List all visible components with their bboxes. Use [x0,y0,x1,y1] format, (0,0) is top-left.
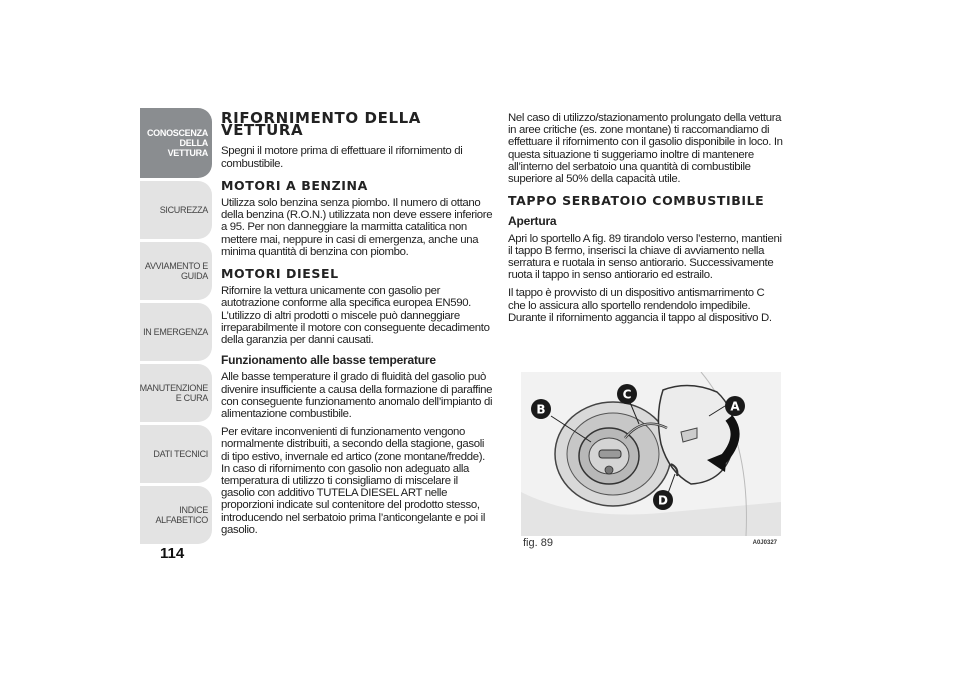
page-title: RIFORNIMENTO DELLA VETTURA [221,109,421,140]
svg-text:B: B [536,402,546,417]
label-a [725,396,745,416]
fuel-cap-figure [521,372,781,536]
subheading-apertura: Apertura [508,214,557,229]
tab-label: DATI TECNICI [153,449,208,459]
tab-label: CONOSCENZA DELLA VETTURA [146,128,208,158]
label-d [653,490,673,510]
subheading-low-temperature: Funzionamento alle basse temperature [221,353,436,368]
figure-code: A0J0327 [752,540,777,546]
intro-paragraph: Spegni il motore prima di effettuare il rifornimento di combustibile. [221,145,463,170]
page-number: 114 [160,545,185,562]
diesel-paragraph: Rifornire la vettura unicamente con gasolio per autotrazione conforme alla specifica europea EN590. L’utilizzo di altri prodotti o miscele può danneggiare irreparabilmente il motore con conseguente decadimento della garanzia per danni causati. [221,285,490,347]
right-column [508,112,783,330]
apertura-paragraph-2: Il tappo è provvisto di un dispositivo antismarrimento C che lo assicura allo sportello rendendolo impedibile. Durante il rifornimento aggancia il tappo al dispositivo D. [508,287,772,324]
tab-indice-alfabetico[interactable] [140,486,212,544]
svg-text:A: A [730,399,740,414]
figure-label: fig. 89 [523,537,553,549]
svg-text:C: C [622,387,632,402]
section-heading-benzina: MOTORI A BENZINA [221,177,368,193]
tab-manutenzione-e-cura[interactable] [140,364,212,422]
tab-label: IN EMERGENZA [143,327,208,337]
fuel-cap-illustration [521,372,781,536]
tab-avviamento-e-guida[interactable] [140,242,212,300]
apertura-paragraph-1: Apri lo sportello A fig. 89 tirandolo verso l’esterno, mantieni il tappo B fermo, inserisci la chiave di avviamento nella serratura e ruotala in senso antiorario. Successivamente ruota il tappo in senso antiorario ed estrailo. [508,232,782,282]
section-heading-tappo: TAPPO SERBATOIO COMBUSTIBILE [508,193,765,209]
svg-text:D: D [658,493,668,508]
tab-conoscenza-della-vettura[interactable] [140,108,212,178]
section-heading-diesel: MOTORI DIESEL [221,266,339,282]
tab-in-emergenza[interactable] [140,303,212,361]
storage-paragraph: Nel caso di utilizzo/stazionamento prolungato della vettura in aree critiche (es. zone montane) ti raccomandiamo di effettuare il rifornimento con il gasolio disponibile in loco. In questa situazione ti suggeriamo inoltre di mantenere all’interno del serbatoio una quantità di combustibile superiore al 50% della capacità utile. [508,112,783,186]
tab-label: INDICE ALFABETICO [155,505,208,525]
tab-label: SICUREZZA [159,205,208,215]
low-temp-paragraph-2: Per evitare inconvenienti di funzionamento vengono normalmente distribuiti, a secondo della stagione, gasoli di tipo estivo, invernale ed artico (zone montane/fredde). In caso di rifornimento con gasolio non adeguato alla temperatura di utilizzo ti consigliamo di miscelare il gasolio con additivo TUTELA DIESEL ART nelle proporzioni indicate sul contenitore del prodotto stesso, introducendo nel serbatoio prima l’anticongelante e poi il gasolio. [221,426,486,536]
left-column [221,109,493,542]
low-temp-paragraph-1: Alle basse temperature il grado di fluidità del gasolio può divenire insufficiente a causa della formazione di paraffine con conseguente funzionamento anomalo dell’impianto di alimentazione combustibile. [221,371,493,421]
label-b [531,399,551,419]
tab-label: MANUTENZIONE E CURA [139,383,208,403]
benzina-paragraph: Utilizza solo benzina senza piombo. Il numero di ottano della benzina (R.O.N.) utilizzata non deve essere inferiore a 95. Per non danneggiare la marmitta catalitica non mettere mai, neppure in casi di emergenza, anche una minima quantità di benzina con piombo. [221,197,493,258]
tab-sicurezza[interactable] [140,181,212,239]
tab-label: AVVIAMENTO E GUIDA [144,261,208,281]
tab-dati-tecnici[interactable] [140,425,212,483]
figure-caption [521,537,781,553]
chapter-sidebar [140,108,212,547]
label-c [617,384,637,404]
